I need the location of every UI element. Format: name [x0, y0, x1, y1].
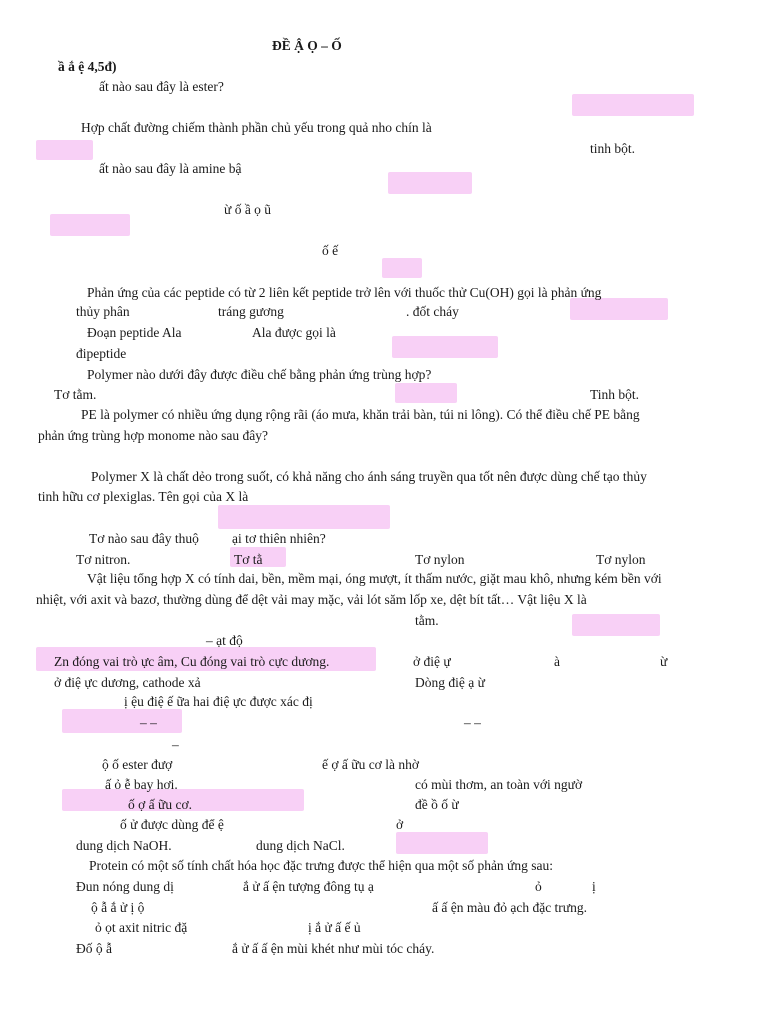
question-line: ố ử được dùng để ệ [120, 817, 224, 832]
question-line: PE là polymer có nhiều ứng dụng rộng rãi (áo mưa, khăn trải bàn, túi ni lông). Có thể điều chế PE bằng [81, 407, 640, 422]
answer-option: Tinh bột. [590, 387, 640, 402]
answer-option: thủy phân [76, 304, 130, 319]
answer-option: ấ ỏ ễ bay hơi. [105, 777, 178, 792]
question-line: Ala được gọi là [252, 325, 336, 340]
answer-option: đề ồ ố ừ [415, 797, 459, 812]
highlight-mark [572, 94, 694, 116]
answer-option: Tơ nitron. [76, 552, 131, 567]
question-line: ế ợ ấ ữu cơ là nhờ [322, 757, 419, 772]
answer-option: ở điệ ực dương, cathode xả [54, 675, 201, 690]
question-line: ộ ố ester đượ [102, 757, 173, 772]
question-line: – ạt độ [206, 633, 243, 648]
answer-option: ở điệ ự [413, 654, 451, 669]
text-fragment: ừ ố ầ ọ ũ [224, 202, 272, 217]
list-item: ỏ ọt axit nitric đặ [95, 920, 188, 935]
list-item: Đun nóng dung dị [76, 879, 174, 894]
highlight-mark [392, 336, 498, 358]
question-line: ị ệu điệ ế ữa hai điệ ực được xác đị [124, 694, 313, 709]
question-line: tinh hữu cơ plexiglas. Tên gọi của X là [38, 489, 249, 504]
answer-option: Tơ tằ [234, 552, 263, 567]
list-item: ị [592, 879, 596, 894]
list-item: ị ắ ử ấ ế ủ [308, 920, 361, 935]
question-line: phản ứng trùng hợp monome nào sau đây? [38, 428, 269, 443]
list-item: Đố ộ ẫ [76, 941, 112, 956]
answer-option: Zn đóng vai trò ực âm, Cu đóng vai trò cực dương. [54, 654, 330, 669]
highlight-mark [36, 140, 93, 160]
answer-option: tằm. [415, 613, 439, 628]
highlight-mark [396, 832, 488, 854]
answer-option: ố ợ ấ ữu cơ. [128, 797, 192, 812]
answer-option: – – [140, 715, 157, 730]
answer-option: đipeptide [76, 346, 127, 361]
question-line: ại tơ thiên nhiên? [232, 531, 326, 546]
text-fragment: ố ế [322, 243, 339, 258]
highlight-mark [50, 214, 130, 236]
question-line: Đoạn peptide Ala [87, 325, 182, 340]
list-item: ộ ẫ ắ ử ị ộ [91, 900, 145, 915]
answer-option: tinh bột. [590, 141, 636, 156]
question-line: Vật liệu tổng hợp X có tính dai, bền, mềm mại, óng mượt, ít thấm nước, giặt mau khô, nhưng kém bền với [87, 571, 662, 586]
answer-option: có mùi thơm, an toàn với ngườ [415, 777, 583, 792]
list-item: ỏ [535, 879, 542, 894]
answer-option: tráng gương [218, 304, 284, 319]
question-line: Phản ứng của các peptide có từ 2 liên kết peptide trở lên với thuốc thử Cu(OH) gọi là phản ứng [87, 285, 602, 300]
answer-option: Dòng điệ ạ ừ [415, 675, 485, 690]
answer-option: dung dịch NaOH. [76, 838, 172, 853]
question-line: Hợp chất đường chiếm thành phần chủ yếu trong quả nho chín là [81, 120, 432, 135]
highlight-mark [570, 298, 668, 320]
section-heading: ầ ắ ệ 4,5đ) [58, 59, 117, 74]
highlight-mark [395, 383, 457, 403]
answer-option: à [554, 654, 560, 669]
list-item: ấ ấ ện màu đỏ ạch đặc trưng. [432, 900, 587, 915]
answer-option: Tơ nylon [415, 552, 465, 567]
question-line: ất nào sau đây là ester? [99, 79, 224, 94]
exam-title: ĐỀ Ậ Ọ – Ố [272, 38, 342, 53]
answer-option: – [172, 737, 179, 752]
question-line: nhiệt, với axit và bazơ, thường dùng để dệt vải may mặc, vải lót săm lốp xe, dệt bít tất… Vật liệu X là [36, 592, 587, 607]
question-line: ở [396, 817, 404, 832]
answer-option: . đốt cháy [406, 304, 459, 319]
answer-option: Tơ tằm. [54, 387, 97, 402]
highlight-mark [572, 614, 660, 636]
highlight-mark [382, 258, 422, 278]
highlight-mark [62, 709, 182, 733]
question-line: ất nào sau đây là amine bậ [99, 161, 242, 176]
question-line: Polymer X là chất dẻo trong suốt, có khả năng cho ánh sáng truyền qua tốt nên được dùng chế tạo thủy [91, 469, 647, 484]
question-line: Tơ nào sau đây thuộ [89, 531, 199, 546]
list-item: ắ ử ấ ện tượng đông tụ ạ [243, 879, 374, 894]
question-line: Polymer nào dưới đây được điều chế bằng phản ứng trùng hợp? [87, 367, 432, 382]
answer-option: Tơ nylon [596, 552, 646, 567]
answer-option: ừ [660, 654, 668, 669]
highlight-mark [388, 172, 472, 194]
answer-option: dung dịch NaCl. [256, 838, 345, 853]
question-line: Protein có một số tính chất hóa học đặc trưng được thể hiện qua một số phản ứng sau: [89, 858, 553, 873]
answer-option: – – [464, 715, 481, 730]
list-item: ắ ử ấ ấ ện mùi khét như mùi tóc cháy. [232, 941, 435, 956]
highlight-mark [218, 505, 390, 529]
